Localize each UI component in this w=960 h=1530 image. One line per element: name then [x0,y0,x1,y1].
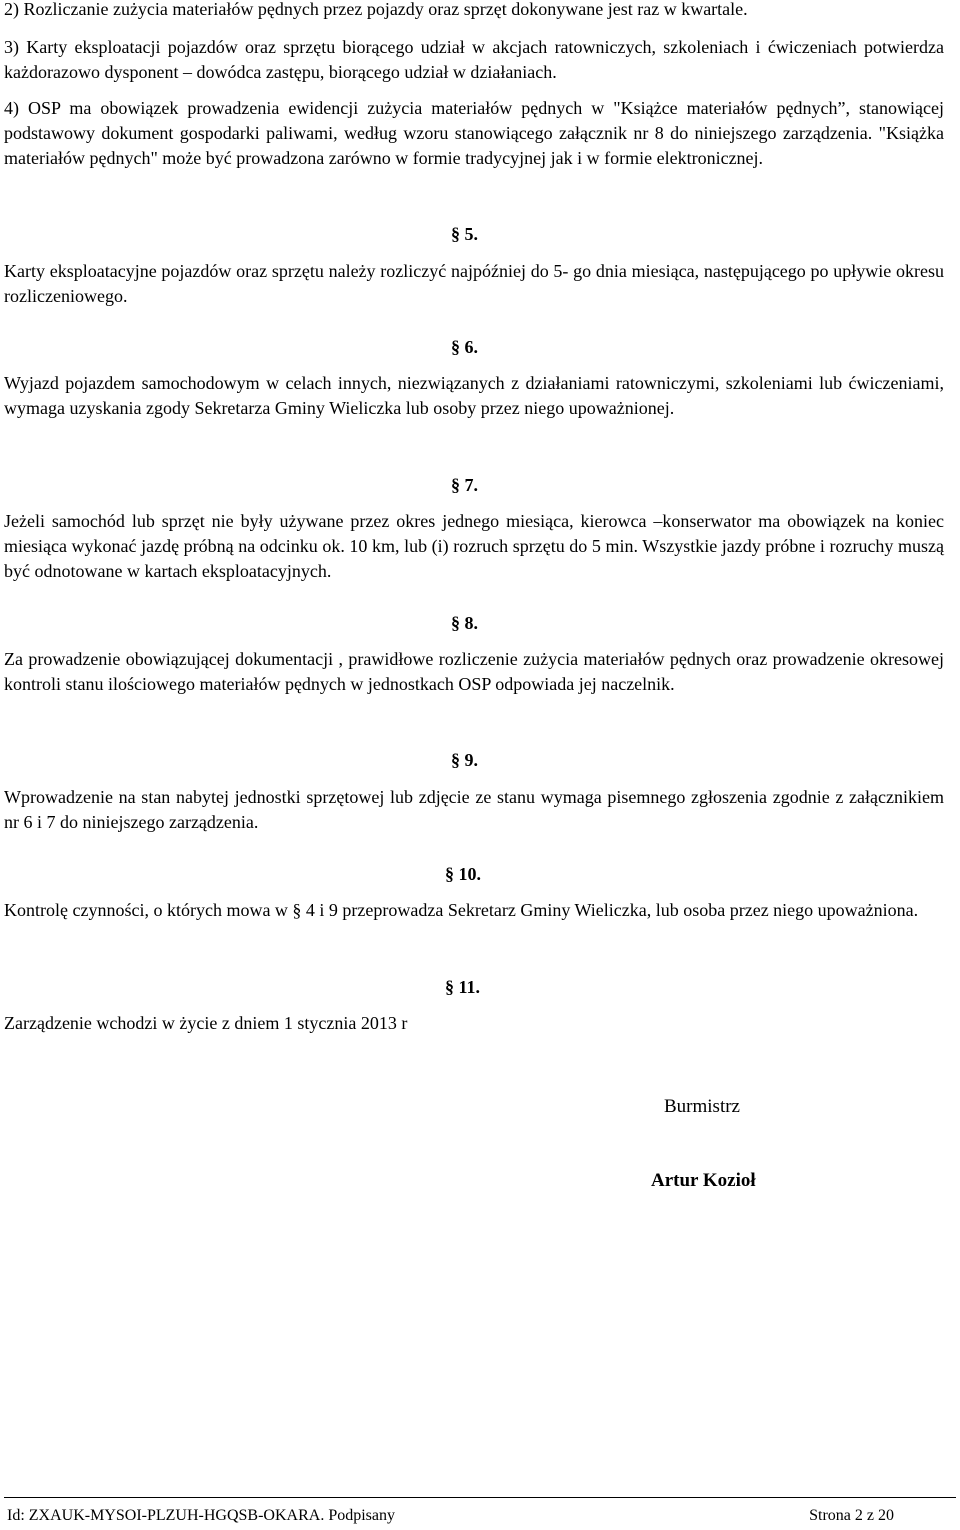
section-6-text: Wyjazd pojazdem samochodowym w celach innych, niezwiązanych z działaniami ratowniczymi, szkoleniami lub ćwiczeniami, wymaga uzyskania zgody Sekretarza Gminy Wieliczka lub osoby przez niego upoważnionej. [4,373,944,418]
section-7-heading: § 7. [451,475,478,495]
section-7-text: Jeżeli samochód lub sprzęt nie były używane przez okres jednego miesiąca, kierowca –konserwator ma obowiązek na koniec miesiąca wykonać jazdę próbną na odcinku ok. 10 km, lub (i) rozruch sprzętu do 5 min. Wszystkie jazdy próbne i rozruchy muszą być odnotowane w kartach eksploatacyjnych. [4,511,944,581]
signature-title: Burmistrz [664,1096,740,1117]
signature-name: Artur Kozioł [651,1170,756,1191]
footer-page-number: Strona 2 z 20 [809,1507,894,1524]
section-10-text: Kontrolę czynności, o których mowa w § 4 i 9 przeprowadza Sekretarz Gminy Wieliczka, lub osoba przez niego upoważniona. [4,900,919,920]
section-11-heading: § 11. [445,977,481,997]
section-11-text: Zarządzenie wchodzi w życie z dniem 1 stycznia 2013 r [4,1013,408,1033]
section-8-text: Za prowadzenie obowiązującej dokumentacji , prawidłowe rozliczenie zużycia materiałów pędnych oraz prowadzenie okresowej kontroli stanu ilościowego materiałów pędnych w jednostkach OSP odpowiada jej naczelnik. [4,649,944,694]
section-10-heading: § 10. [445,864,481,884]
section-6-heading: § 6. [451,337,478,357]
footer-divider [4,1497,956,1498]
section-5-heading: § 5. [451,224,478,244]
section-5-text: Karty eksploatacyjne pojazdów oraz sprzętu należy rozliczyć najpóźniej do 5- go dnia miesiąca, następującego po upływie okresu rozliczeniowego. [4,261,944,306]
paragraph-4: 4) OSP ma obowiązek prowadzenia ewidencji zużycia materiałów pędnych w "Książce materiałów pędnych”, stanowiącej podstawowy dokument gospodarki paliwami, według wzoru stanowiącego załącznik nr 8 do niniejszego zarządzenia. "Książka materiałów pędnych" może być prowadzona zarówno w formie tradycyjnej jak i w formie elektronicznej. [4,98,944,168]
section-9-heading: § 9. [451,750,478,770]
section-8-heading: § 8. [451,613,478,633]
section-9-text: Wprowadzenie na stan nabytej jednostki sprzętowej lub zdjęcie ze stanu wymaga pisemnego zgłoszenia zgodnie z załącznikiem nr 6 i 7 do niniejszego zarządzenia. [4,787,944,832]
paragraph-2: 2) Rozliczanie zużycia materiałów pędnych przez pojazdy oraz sprzęt dokonywane jest raz w kwartale. [4,0,748,19]
paragraph-3: 3) Karty eksploatacji pojazdów oraz sprzętu biorącego udział w akcjach ratowniczych, szkoleniach i ćwiczeniach potwierdza każdorazowo dysponent – dowódca zastępu, biorącego udział w działaniach. [4,37,944,82]
footer-document-id: Id: ZXAUK-MYSOI-PLZUH-HGQSB-OKARA. Podpisany [7,1507,395,1524]
